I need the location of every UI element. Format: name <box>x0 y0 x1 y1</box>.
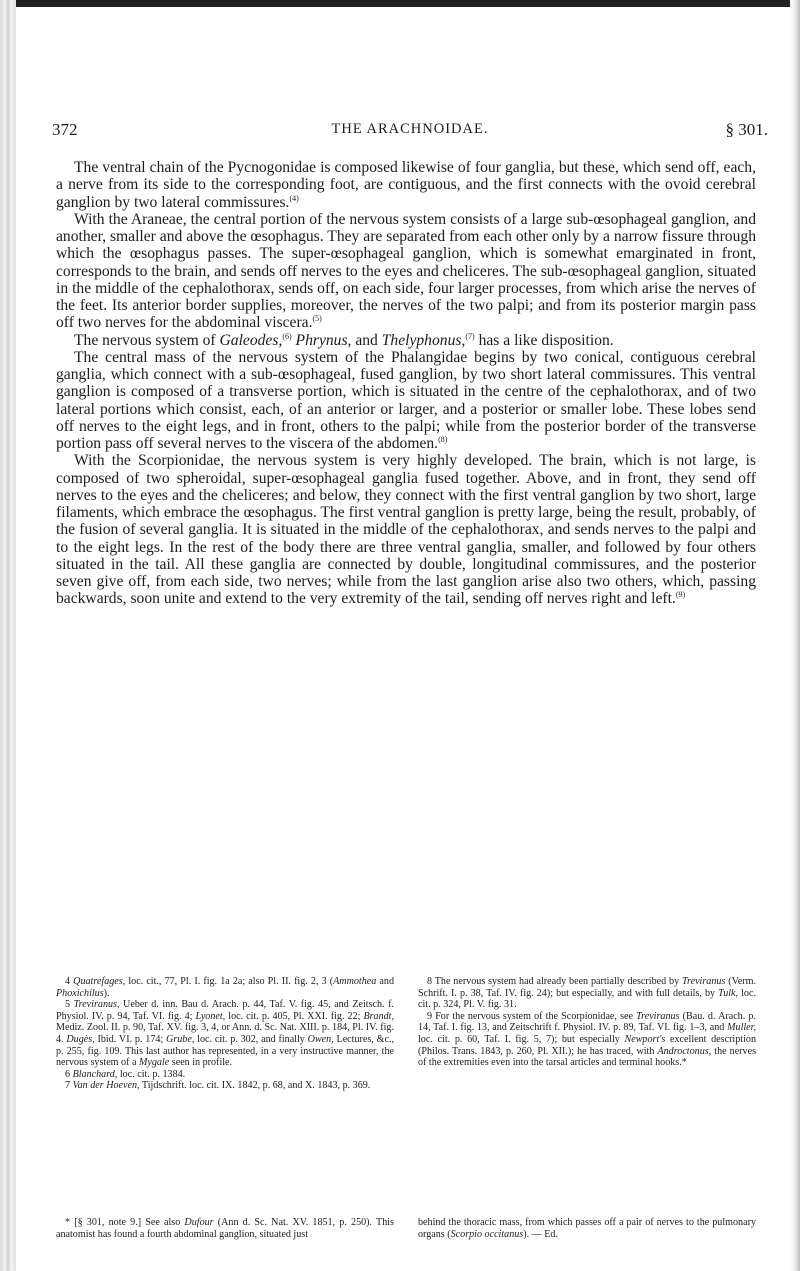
top-edge-shadow <box>0 0 800 7</box>
italic-text: Scorpio occitanus <box>450 1229 524 1240</box>
page-number: 372 <box>52 120 78 139</box>
text-run: loc. cit. p. 60, Taf. I. fig. 5, 7); but especially <box>418 1033 625 1045</box>
italic-text: Lyonet, <box>195 1010 226 1022</box>
text-run: loc. cit. p. 302, and finally <box>194 1033 308 1045</box>
italic-text: Quatrefages, <box>73 976 126 987</box>
text-run: ). <box>103 987 110 999</box>
text-run: loc. cit. p. 1384. <box>117 1068 186 1080</box>
footnote-ref: (7) <box>465 331 475 341</box>
text-run: loc. cit., 77, Pl. I. fig. 1a 2a; also Pl. II. fig. 2, 3 ( <box>125 976 334 987</box>
footnote <box>418 1011 756 1069</box>
footnote <box>56 976 394 999</box>
paragraph <box>56 452 756 607</box>
section-number: § 301. <box>725 120 768 139</box>
text-run: 9 For the nervous system of the Scorpionidae, see <box>427 1010 637 1022</box>
text-run: seen in profile. <box>169 1057 233 1069</box>
text-run: With the Scorpionidae, the nervous system is very highly developed. The brain, which is not large, is composed of two spheroidal, super-œsophageal ganglia fused together. Above, and in front, they send off nerves to the eyes and the cheliceres; and below, they connect with the first ventral ganglion by two short, large filaments, which embrace the œsophagus. The first ventral ganglion is pretty large, being the result, probably, of the fusion of several ganglia. It is situated in the middle of the cephalothorax, and sends nerves to the palpi and to the eight legs. In the rest of the body there are three ventral ganglia, smaller, and followed by four others situated in the tail. All these ganglia are connected by double, longitudinal commissures, and the posterior seven give off, from each side, two nerves; while from the last ganglion arise also two others, which, passing backwards, soon unite and extend to the very extremity of the tail, sending off nerves right and left. <box>56 452 756 608</box>
italic-text: Muller, <box>727 1022 756 1034</box>
footnote-ref: (8) <box>438 435 448 444</box>
text-run: Lectures, &c., p. 255, fig. 109. This last author has represented, in a very instructive manner, the nervous system of a <box>56 1033 394 1069</box>
italic-text: Owen, <box>307 1033 334 1045</box>
italic-text: Treviranus, <box>73 999 120 1011</box>
text-run: The ventral chain of the Pycnogonidae is composed likewise of four ganglia, but these, which send off, each, a nerve from its side to the corresponding foot, are contiguous, and the first connects with the ovoid cerebral ganglion by two lateral commissures. <box>56 159 756 211</box>
italic-text: Dufour <box>184 1217 214 1228</box>
text-run: 7 <box>65 1080 73 1092</box>
footnotes-right-column <box>418 976 756 1069</box>
text-run: the nerves of the extremities even into the tarsal articles and terminal hooks.* <box>418 1045 756 1069</box>
paragraph <box>56 159 756 211</box>
page-edge <box>790 0 800 1271</box>
editor-note-right <box>418 1217 756 1241</box>
page-header <box>52 120 768 142</box>
text-run: 8 The nervous system had already been partially described by <box>427 976 682 987</box>
italic-text: Brandt, <box>363 1010 394 1022</box>
italic-text: Van der Hoeven, <box>72 1080 140 1092</box>
italic-text: Dugès, <box>66 1033 95 1045</box>
text-run: 5 <box>65 999 74 1011</box>
text-run: and <box>351 331 382 349</box>
italic-text: Blanchard, <box>72 1068 118 1080</box>
footnote-ref: (5) <box>312 314 322 324</box>
text-run: The central mass of the nervous system of the Phalangidae begins by two conical, contiguous cerebral ganglia, which connect with a sub-œsophageal, fused ganglion, by two short lateral commissures. This ventral ganglion is composed of a transverse portion, which is situated in the centre of the cephalothorax, and of two lateral portions which consist, each, of an anterior or larger, and a posterior or smaller lobe. These lobes send off nerves to the eight legs, and in front, others to the palpi; while from the posterior border of the transverse portion pass off several nerves to the viscera of the abdomen. <box>56 348 756 452</box>
text-run: (Bau. d. Arach. p. 14, Taf. I. fig. 13, and Zeitschrift f. Physiol. IV. p. 89, Taf. VI. fig. 1–3, and <box>418 1010 756 1034</box>
italic-text: Treviranus <box>681 976 726 987</box>
text-run: excellent description (Philos. Trans. 1843, p. 260, Pl. XII.); he has traced, with <box>418 1033 756 1057</box>
editor-note-left <box>56 1217 394 1241</box>
italic-text: Mygale <box>138 1057 170 1069</box>
footnote-ref: (4) <box>289 193 299 203</box>
text-run: Ueber d. inn. Bau d. Arach. p. 44, Taf. V. fig. 45, and Zeitsch. f. Physiol. IV. p. 94, Taf. VI. fig. 4; <box>56 999 394 1022</box>
footnote <box>56 1080 394 1092</box>
footnote-ref: (9) <box>675 590 686 600</box>
text-run: (Ann d. Sc. Nat. XV. 1851, p. 250). This anatomist has found a fourth abdominal ganglion, situated just <box>56 1217 394 1240</box>
text-run: loc. cit. p. 405, Pl. XXI. fig. 22; <box>225 1010 364 1022</box>
footnote <box>56 1069 394 1081</box>
paragraph <box>56 332 756 349</box>
italic-text: Androctonus, <box>657 1045 712 1057</box>
footnote <box>418 976 756 1011</box>
page-binding <box>0 0 16 1271</box>
text-run: 6 <box>65 1068 73 1080</box>
italic-text: Treviranus <box>636 1010 680 1022</box>
italic-text: Phoxichilus <box>56 987 104 999</box>
text-run: Tijdschrift. loc. cit. IX. 1842, p. 68, and X. 1843, p. 369. <box>139 1080 371 1092</box>
italic-text: Thelyphonus, <box>381 331 466 349</box>
italic-text: Grube, <box>166 1033 195 1045</box>
text-run: Ibid. VI. p. 174; <box>94 1033 167 1045</box>
italic-text: Newport's <box>624 1033 666 1045</box>
footnotes-left-column <box>56 976 394 1092</box>
text-run: * [§ 301, note 9.] See also <box>65 1217 185 1228</box>
text-run: (Verm. Schrift. I. p. 38, Taf. IV. fig. 24); but especially, and with full details, by <box>418 976 756 999</box>
text-run: behind the thoracic mass, from which passes off a pair of nerves to the pulmonary organs ( <box>418 1217 756 1240</box>
main-text <box>56 159 756 608</box>
footnote-ref: (6) <box>282 331 292 341</box>
text-run: With the Araneae, the central portion of the nervous system consists of a large sub-œsophageal ganglion, and another, smaller and above the œsophagus. They are separated from each other only by a narrow fissure through which the œsophagus passes. The super-œsophageal ganglion, which is somewhat emarginated in front, corresponds to the brain, and sends off nerves to the eyes and cheliceres. The sub-œsophageal ganglion, situated in the middle of the cephalothorax, sends off, on each side, four larger processes, from which arise the nerves of the feet. Its anterior border supplies, moreover, the nerves of the two palpi; and from its posterior margin pass off two nerves for the abdominal viscera. <box>56 210 756 332</box>
text-run: loc. cit. p. 324, Pl. V. fig. 31. <box>418 987 756 1011</box>
text-run: The nervous system of <box>74 331 220 349</box>
text-run: Mediz. Zool. II. p. 90, Taf. XV. fig. 3, 4, or Ann. d. Sc. Nat. XIII. p. 184, Pl. IV. fig. 4. <box>56 1022 394 1045</box>
paragraph <box>56 211 756 332</box>
italic-text: Galeodes, <box>219 331 283 349</box>
text-run: has a like disposition. <box>474 331 614 349</box>
text-run: 4 <box>65 976 74 987</box>
running-title: THE ARACHNOIDAE. <box>331 121 489 137</box>
footnote <box>56 999 394 1069</box>
text-run: ). — Ed. <box>523 1229 558 1240</box>
italic-text: Ammothea <box>333 976 377 987</box>
text-run: and <box>376 976 394 987</box>
italic-text: Phrynus, <box>295 331 352 349</box>
paragraph <box>56 349 756 453</box>
italic-text: Tulk, <box>718 987 739 999</box>
